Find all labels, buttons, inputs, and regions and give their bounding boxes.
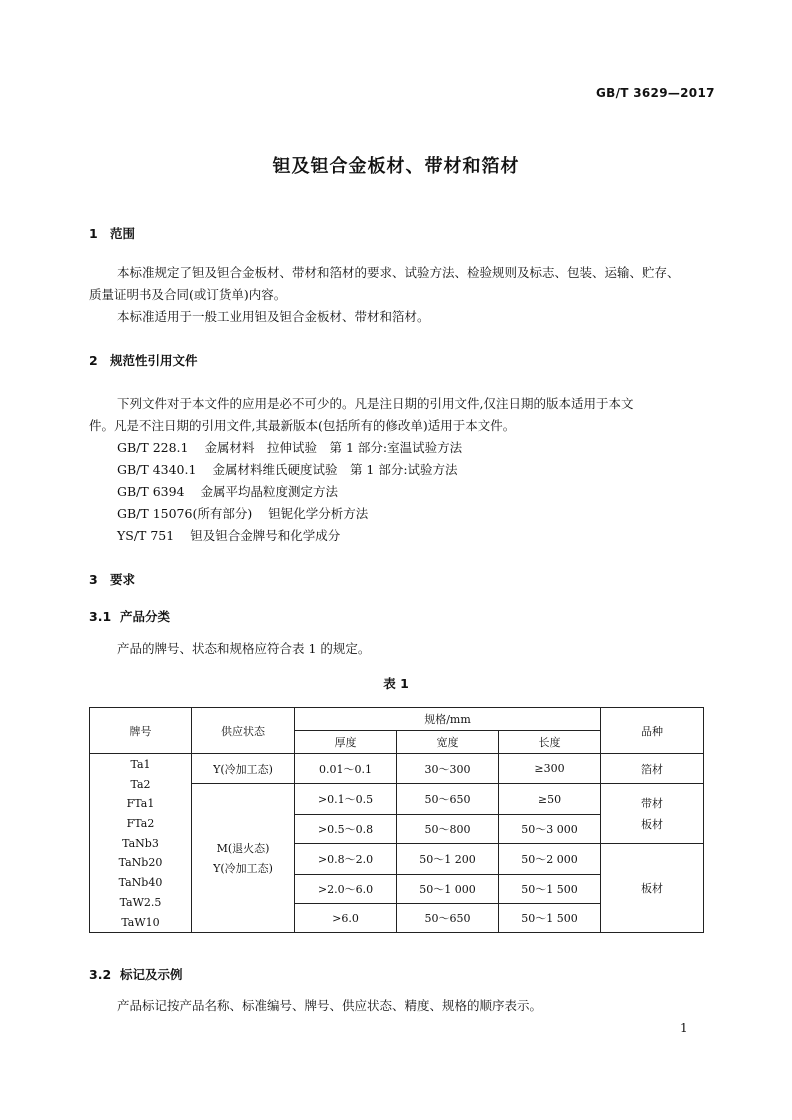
cell-width: 50～650 xyxy=(397,904,499,933)
paragraph: 质量证明书及合同(或订货单)内容。 xyxy=(89,287,287,302)
state-cold: Y(冷加工态) xyxy=(213,862,273,876)
subsection-title: 产品分类 xyxy=(120,609,171,624)
section-title: 规范性引用文件 xyxy=(110,353,198,368)
cell-thickness: >2.0～6.0 xyxy=(295,875,397,904)
subsection-3-2-heading xyxy=(89,965,183,983)
section-3-heading xyxy=(89,570,135,588)
grade-item: TaNb20 xyxy=(118,856,163,870)
reference-title: 金属平均晶粒度测定方法 xyxy=(200,484,339,499)
table-caption: 表 1 xyxy=(383,676,409,691)
reference-item xyxy=(117,504,368,522)
section-title: 要求 xyxy=(110,572,136,587)
cell-width: 30～300 xyxy=(397,754,499,784)
grade-item: TaNb40 xyxy=(118,876,163,890)
grade-item: TaW10 xyxy=(121,915,160,929)
standard-number: GB/T 3629—2017 xyxy=(596,86,715,100)
reference-item xyxy=(117,438,462,456)
grade-list xyxy=(90,754,192,933)
reference-code: YS/T 751 xyxy=(117,528,175,543)
cell-length: 50～1 500 xyxy=(499,904,601,933)
paragraph: 本标准规定了钽及钽合金板材、带材和箔材的要求、试验方法、检验规则及标志、包装、运输、贮存、 xyxy=(117,265,680,280)
reference-item xyxy=(117,526,340,544)
header-spec: 规格/mm xyxy=(295,708,601,731)
cell-width: 50～650 xyxy=(397,784,499,815)
variety-foil: 箔材 xyxy=(601,754,704,784)
paragraph: 产品标记按产品名称、标准编号、牌号、供应状态、精度、规格的顺序表示。 xyxy=(117,998,543,1013)
reference-title: 钽铌化学分析方法 xyxy=(268,506,369,521)
grade-item: TaW2.5 xyxy=(119,895,162,909)
header-thickness: 厚度 xyxy=(295,731,397,754)
cell-length: ≥300 xyxy=(499,754,601,784)
grade-item: TaNb3 xyxy=(122,836,159,850)
reference-item xyxy=(117,460,458,478)
paragraph: 件。凡是不注日期的引用文件,其最新版本(包括所有的修改单)适用于本文件。 xyxy=(89,418,516,433)
reference-title: 金属材料 拉伸试验 第 1 部分:室温试验方法 xyxy=(204,440,463,455)
grade-item: FTa1 xyxy=(126,797,155,811)
subsection-number: 3.1 xyxy=(89,609,112,624)
variety-sheet: 板材 xyxy=(601,844,704,933)
subsection-number: 3.2 xyxy=(89,967,112,982)
section-title: 范围 xyxy=(110,226,136,241)
grade-item: Ta2 xyxy=(130,777,151,791)
reference-title: 钽及钽合金牌号和化学成分 xyxy=(190,528,341,543)
header-state: 供应状态 xyxy=(192,708,295,754)
cell-thickness: >0.1～0.5 xyxy=(295,784,397,815)
section-number: 3 xyxy=(89,572,98,587)
cell-thickness: >0.8～2.0 xyxy=(295,844,397,875)
subsection-title: 标记及示例 xyxy=(120,967,183,982)
reference-code: GB/T 228.1 xyxy=(117,440,189,455)
header-variety: 品种 xyxy=(601,708,704,754)
section-number: 2 xyxy=(89,353,98,368)
cell-width: 50～800 xyxy=(397,815,499,844)
paragraph: 产品的牌号、状态和规格应符合表 1 的规定。 xyxy=(117,641,371,656)
cell-length: 50～3 000 xyxy=(499,815,601,844)
cell-thickness: >6.0 xyxy=(295,904,397,933)
variety-strip: 带材 xyxy=(641,797,663,811)
grade-item: Ta1 xyxy=(130,758,151,771)
header-grade: 牌号 xyxy=(90,708,192,754)
section-1-heading xyxy=(89,224,135,242)
section-2-heading xyxy=(89,351,198,369)
subsection-3-1-heading xyxy=(89,607,170,625)
reference-code: GB/T 15076(所有部分) xyxy=(117,506,253,521)
page-number: 1 xyxy=(680,1021,688,1035)
cell-length: 50～2 000 xyxy=(499,844,601,875)
cell-width: 50～1 200 xyxy=(397,844,499,875)
spec-table xyxy=(89,707,704,933)
variety-sheet: 板材 xyxy=(641,818,663,832)
paragraph: 本标准适用于一般工业用钽及钽合金板材、带材和箔材。 xyxy=(117,309,430,324)
cell-thickness: 0.01～0.1 xyxy=(295,754,397,784)
variety-strip-sheet xyxy=(601,784,704,844)
reference-code: GB/T 6394 xyxy=(117,484,185,499)
state-annealed: M(退火态) xyxy=(216,842,270,856)
reference-code: GB/T 4340.1 xyxy=(117,462,197,477)
section-number: 1 xyxy=(89,226,98,241)
header-width: 宽度 xyxy=(397,731,499,754)
reference-item xyxy=(117,482,338,500)
grade-item: FTa2 xyxy=(126,817,155,831)
paragraph: 下列文件对于本文件的应用是必不可少的。凡是注日期的引用文件,仅注日期的版本适用于本文 xyxy=(117,396,634,411)
cell-length: 50～1 500 xyxy=(499,875,601,904)
cell-width: 50～1 000 xyxy=(397,875,499,904)
reference-title: 金属材料维氏硬度试验 第 1 部分:试验方法 xyxy=(212,462,458,477)
state-cold-worked: Y(冷加工态) xyxy=(192,754,295,784)
cell-thickness: >0.5～0.8 xyxy=(295,815,397,844)
document-title: 钽及钽合金板材、带材和箔材 xyxy=(272,156,520,177)
state-annealed-or-cold xyxy=(192,784,295,933)
header-length: 长度 xyxy=(499,731,601,754)
cell-length: ≥50 xyxy=(499,784,601,815)
